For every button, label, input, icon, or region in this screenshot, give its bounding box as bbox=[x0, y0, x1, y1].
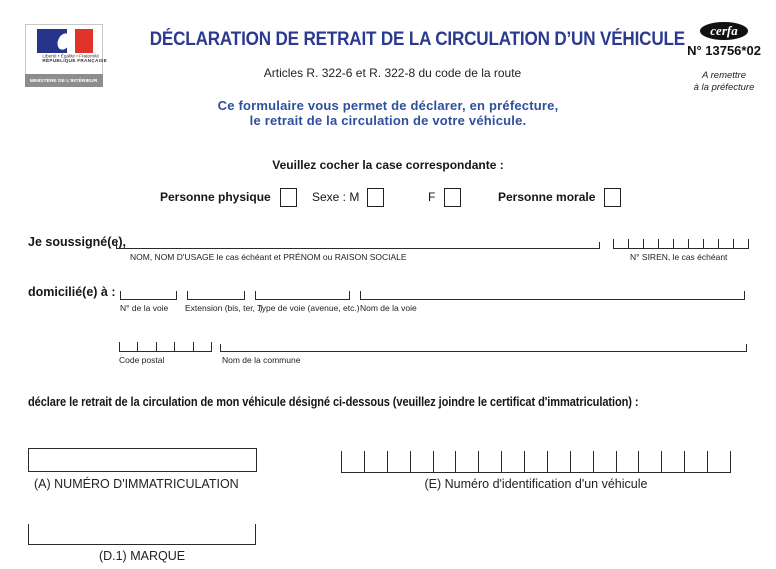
comb-cell[interactable] bbox=[193, 342, 212, 351]
name-caption: NOM, NOM D'USAGE le cas échéant et PRÉNOM ou RAISON SOCIALE bbox=[130, 252, 407, 262]
street-type-field[interactable] bbox=[255, 291, 350, 300]
registration-box[interactable] bbox=[28, 448, 257, 472]
cerfa-number: N° 13756*02 bbox=[687, 43, 761, 58]
registration-label: (A) NUMÉRO D'IMMATRICULATION bbox=[34, 477, 239, 491]
extension-field[interactable] bbox=[187, 291, 245, 300]
french-flag-icon bbox=[37, 29, 93, 53]
street-name-caption: Nom de la voie bbox=[360, 303, 417, 313]
intro-line1: Ce formulaire vous permet de déclarer, en préfecture, bbox=[217, 98, 559, 113]
comb-cell[interactable] bbox=[613, 239, 628, 248]
comb-cell[interactable] bbox=[733, 239, 749, 248]
street-number-caption: N° de la voie bbox=[120, 303, 169, 313]
intro-line2: le retrait de la circulation de votre véhicule. bbox=[249, 113, 527, 128]
motto-line2: RÉPUBLIQUE FRANÇAISE bbox=[42, 58, 107, 64]
extension-caption: Extension (bis, ter, .) bbox=[185, 303, 263, 313]
comb-cell[interactable] bbox=[673, 239, 688, 248]
sexe-f-checkbox[interactable] bbox=[444, 188, 461, 207]
cerfa-note bbox=[672, 70, 776, 94]
sexe-m-checkbox[interactable] bbox=[367, 188, 384, 207]
cerfa-note-line2: à la préfecture bbox=[693, 81, 755, 93]
cerfa-block bbox=[672, 22, 776, 94]
comb-cell[interactable] bbox=[364, 451, 387, 472]
comb-cell[interactable] bbox=[638, 451, 661, 472]
comb-cell[interactable] bbox=[661, 451, 684, 472]
personne-morale-checkbox[interactable] bbox=[604, 188, 621, 207]
comb-cell[interactable] bbox=[455, 451, 478, 472]
personne-physique-label: Personne physique bbox=[160, 190, 271, 204]
comb-cell[interactable] bbox=[478, 451, 501, 472]
motto-line1: Liberté • Égalité • Fraternité bbox=[42, 53, 100, 59]
commune-caption: Nom de la commune bbox=[222, 355, 301, 365]
sexe-f-label: F bbox=[428, 190, 436, 204]
comb-cell[interactable] bbox=[547, 451, 570, 472]
comb-cell[interactable] bbox=[684, 451, 707, 472]
siren-caption: N° SIREN, le cas échéant bbox=[630, 252, 728, 262]
comb-cell[interactable] bbox=[524, 451, 547, 472]
comb-cell[interactable] bbox=[718, 239, 733, 248]
comb-cell[interactable] bbox=[593, 451, 616, 472]
comb-cell[interactable] bbox=[616, 451, 639, 472]
domicile-label: domicilié(e) à : bbox=[28, 285, 116, 299]
ministry-name: MINISTÈRE DE L'INTÉRIEUR bbox=[30, 77, 98, 84]
street-type-caption: Type de voie (avenue, etc.) bbox=[257, 303, 360, 313]
comb-cell[interactable] bbox=[703, 239, 718, 248]
personne-physique-checkbox[interactable] bbox=[280, 188, 297, 207]
form-subtitle: Articles R. 322-6 et R. 322-8 du code de la route bbox=[263, 66, 522, 80]
form-title: DÉCLARATION DE RETRAIT DE LA CIRCULATION D’UN VÉHICULE bbox=[149, 29, 685, 50]
comb-cell[interactable] bbox=[643, 239, 658, 248]
soussigne-label: Je soussigné(e), bbox=[28, 235, 126, 249]
vin-comb[interactable] bbox=[341, 451, 731, 473]
comb-cell[interactable] bbox=[501, 451, 524, 472]
street-number-field[interactable] bbox=[120, 291, 177, 300]
comb-cell[interactable] bbox=[658, 239, 673, 248]
cerfa-note-line1: A remettre bbox=[702, 70, 746, 81]
postal-code-caption: Code postal bbox=[119, 355, 165, 365]
siren-comb[interactable] bbox=[613, 239, 749, 249]
republic-motto bbox=[42, 53, 107, 64]
name-field-line[interactable] bbox=[116, 242, 600, 249]
flag-red-band bbox=[75, 29, 93, 53]
comb-cell[interactable] bbox=[410, 451, 433, 472]
sexe-m-label: Sexe : M bbox=[312, 190, 360, 204]
brand-field[interactable] bbox=[28, 524, 256, 545]
cerfa-logo-icon: cerfa bbox=[700, 22, 748, 40]
comb-cell[interactable] bbox=[137, 342, 155, 351]
personne-morale-label: Personne morale bbox=[498, 190, 596, 204]
comb-cell[interactable] bbox=[341, 451, 364, 472]
comb-cell[interactable] bbox=[156, 342, 174, 351]
commune-field[interactable] bbox=[220, 344, 747, 352]
street-name-field[interactable] bbox=[360, 291, 745, 300]
comb-cell[interactable] bbox=[119, 342, 137, 351]
comb-cell[interactable] bbox=[174, 342, 192, 351]
comb-cell[interactable] bbox=[387, 451, 410, 472]
vin-label: (E) Numéro d'identification d'un véhicule bbox=[424, 477, 648, 491]
check-instruction: Veuillez cocher la case correspondante : bbox=[272, 158, 504, 172]
comb-cell[interactable] bbox=[628, 239, 643, 248]
brand-label: (D.1) MARQUE bbox=[98, 549, 186, 563]
comb-cell[interactable] bbox=[688, 239, 703, 248]
ministry-bar bbox=[25, 74, 103, 87]
declaration-sentence: déclare le retrait de la circulation de mon véhicule désigné ci-dessous (veuillez joindre le certificat d'immatriculation) : bbox=[28, 394, 639, 409]
comb-cell[interactable] bbox=[570, 451, 593, 472]
french-republic-logo bbox=[25, 24, 107, 87]
postal-code-comb[interactable] bbox=[119, 342, 212, 352]
comb-cell[interactable] bbox=[707, 451, 731, 472]
comb-cell[interactable] bbox=[433, 451, 456, 472]
marianne-logo bbox=[25, 24, 107, 74]
